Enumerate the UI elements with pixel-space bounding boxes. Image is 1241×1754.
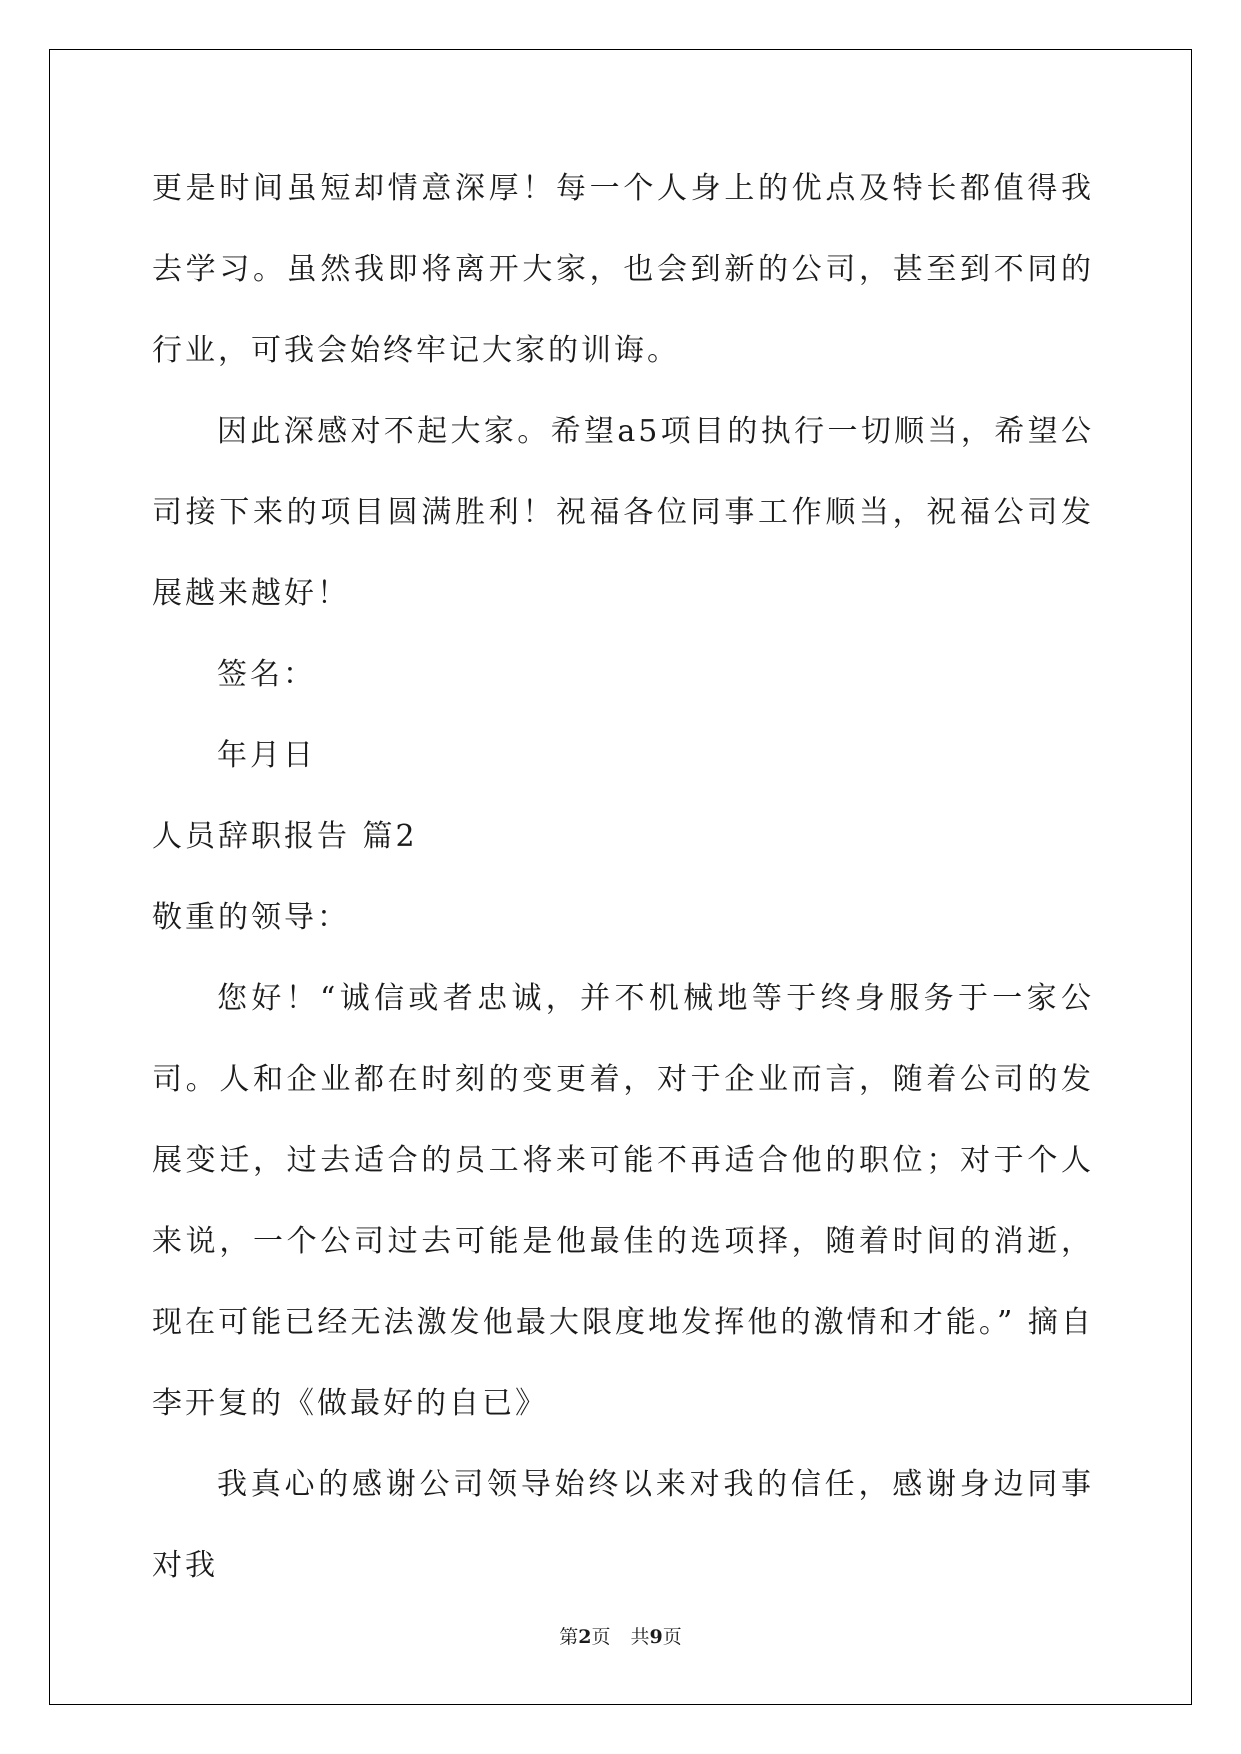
- page-mid: 页: [591, 1626, 611, 1648]
- date-label: 年月日: [217, 738, 316, 773]
- page-current: 2: [578, 1626, 592, 1648]
- paragraph-1: 更是时间虽短却情意深厚！每一个人身上的优点及特长都值得我去学习。虽然我即将离开大家，也会到新的公司，甚至到不同的行业，可我会始终牢记大家的训诲。: [152, 171, 1094, 368]
- paragraph-2: 因此深感对不起大家。希望a5项目的执行一切顺当，希望公司接下来的项目圆满胜利！祝福各位同事工作顺当，祝福公司发展越来越好！: [152, 414, 1094, 611]
- document-body: [152, 148, 1094, 1606]
- page-footer: [0, 1622, 1241, 1649]
- page-prefix: 第: [559, 1626, 579, 1648]
- salutation: 敬重的领导：: [152, 900, 350, 935]
- signature-label: 签名：: [217, 657, 316, 692]
- page-total: 9: [649, 1626, 663, 1648]
- paragraph-quote: 您好！“诚信或者忠诚，并不机械地等于终身服务于一家公司。人和企业都在时刻的变更着，对于企业而言，随着公司的发展变迁，过去适合的员工将来可能不再适合他的职位；对于个人来说，一个公司过去可能是他最佳的选项择，随着时间的消逝，现在可能已经无法激发他最大限度地发挥他的激情和才能。” 摘自李开复的《做最好的自已》: [152, 981, 1094, 1421]
- section-heading: 人员辞职报告 篇2: [152, 819, 418, 854]
- paragraph-thanks: 我真心的感谢公司领导始终以来对我的信任，感谢身边同事对我: [152, 1467, 1094, 1583]
- total-prefix: 共: [630, 1626, 650, 1648]
- total-suffix: 页: [662, 1626, 682, 1648]
